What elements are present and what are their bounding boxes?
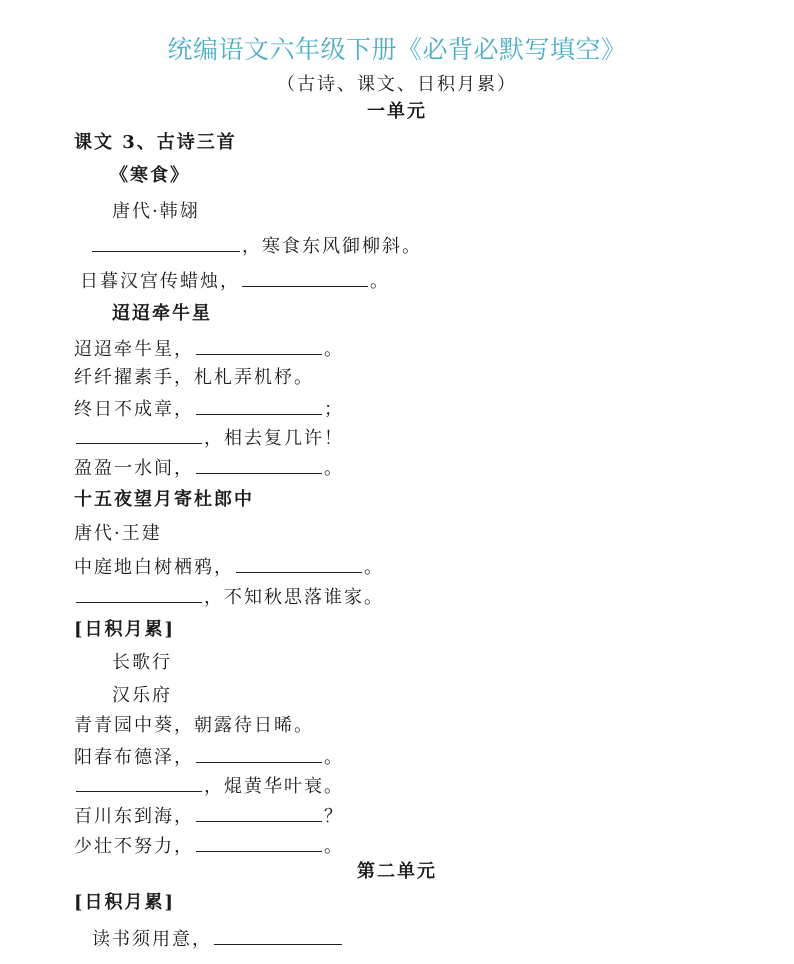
unit2-heading: 第二单元 [357, 861, 437, 882]
poem-text: 。 [324, 836, 344, 857]
poem-text: 。 [370, 271, 390, 292]
poem-text: ，焜黄华叶衰。 [204, 776, 344, 797]
poem-text: 。 [364, 557, 384, 578]
unit2-accumulation-heading: [日积月累] [74, 892, 176, 913]
poem-text: 。 [324, 458, 344, 479]
poem-text: 。 [324, 339, 344, 360]
accumulation-poem-author: 汉乐府 [112, 685, 172, 706]
poem-text: 盈盈一水间， [74, 458, 194, 479]
poem3-line2 [74, 584, 384, 610]
fill-blank[interactable] [196, 336, 322, 355]
fill-blank[interactable] [92, 233, 240, 252]
poem2-line3 [74, 396, 344, 422]
fill-blank[interactable] [76, 773, 202, 792]
poem-text: 中庭地白树栖鸦， [74, 557, 234, 578]
fill-blank[interactable] [76, 584, 202, 603]
poem-text: ，相去复几许！ [204, 428, 344, 449]
poem-text: 百川东到海， [74, 806, 194, 827]
poem-text: ； [324, 399, 344, 420]
fill-blank[interactable] [196, 396, 322, 415]
poem-text: ，不知秋思落谁家。 [204, 587, 384, 608]
accumulation-line5 [74, 833, 344, 859]
lesson-heading: 课文 3、古诗三首 [74, 132, 237, 153]
unit1-heading: 一单元 [367, 101, 427, 122]
fill-blank[interactable] [236, 554, 362, 573]
poem2-title: 迢迢牵牛星 [112, 303, 212, 324]
fill-blank[interactable] [242, 268, 368, 287]
poem-text: ？ [324, 806, 344, 827]
poem1-author: 唐代·韩翃 [112, 201, 200, 222]
fill-blank[interactable] [196, 833, 322, 852]
poem3-author: 唐代·王建 [74, 523, 162, 544]
poem3-line1 [74, 554, 384, 580]
poem-text: 少壮不努力， [74, 836, 194, 857]
accumulation-heading: [日积月累] [74, 619, 176, 640]
fill-blank[interactable] [214, 926, 342, 945]
poem2-line4 [74, 425, 344, 451]
poem-text: 迢迢牵牛星， [74, 339, 194, 360]
poem-text: 阳春布德泽， [74, 747, 194, 768]
poem-text: 。 [324, 747, 344, 768]
fill-blank[interactable] [196, 803, 322, 822]
fill-blank[interactable] [196, 744, 322, 763]
poem-text: 日暮汉宫传蜡烛， [80, 271, 240, 292]
poem1-title: 《寒食》 [110, 165, 190, 186]
poem2-line2: 纤纤擢素手，札札弄机杼。 [74, 367, 314, 388]
unit2-line1 [92, 926, 344, 952]
accumulation-line4 [74, 803, 344, 829]
poem-text: 终日不成章， [74, 399, 194, 420]
accumulation-line2 [74, 744, 344, 770]
poem3-title: 十五夜望月寄杜郎中 [74, 489, 254, 510]
poem2-line5 [74, 455, 344, 481]
fill-blank[interactable] [196, 455, 322, 474]
accumulation-poem-title: 长歌行 [112, 652, 172, 673]
poem1-line2 [80, 268, 390, 294]
poem-text: ，寒食东风御柳斜。 [242, 236, 422, 257]
doc-title: 统编语文六年级下册《必背必默写填空》 [167, 35, 627, 64]
poem2-line1 [74, 336, 344, 362]
accumulation-line1: 青青园中葵，朝露待日晞。 [74, 715, 314, 736]
poem-text: 读书须用意， [92, 929, 212, 950]
doc-subtitle: （古诗、课文、日积月累） [277, 74, 517, 95]
poem1-line1 [90, 233, 422, 259]
accumulation-line3 [74, 773, 344, 799]
fill-blank[interactable] [76, 425, 202, 444]
